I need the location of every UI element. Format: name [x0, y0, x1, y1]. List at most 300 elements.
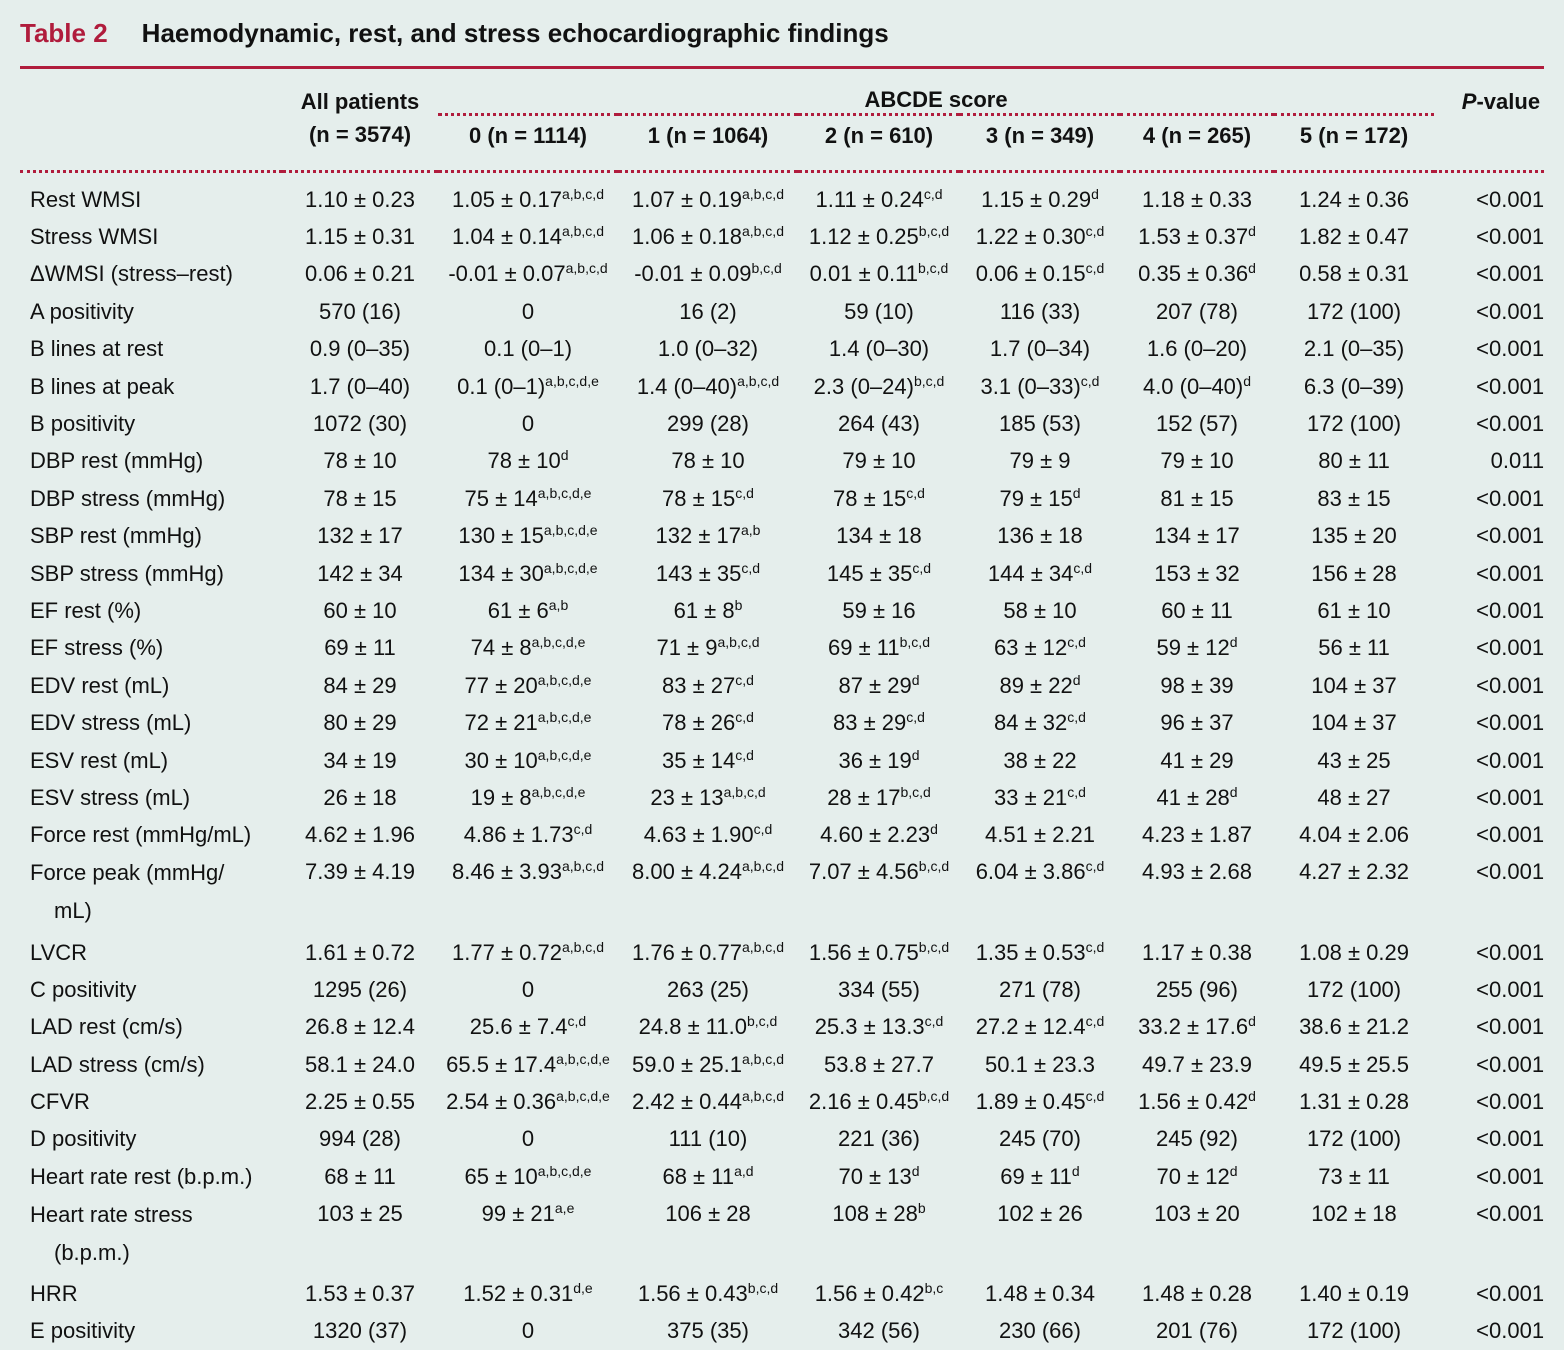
- table-row: [20, 742, 1544, 779]
- cell-pvalue: <0.001: [1476, 672, 1545, 698]
- row-label: Force peak (mmHg/ mL): [30, 860, 225, 924]
- row-label: B lines at rest: [30, 336, 164, 362]
- cell-group-2: 79 ± 10: [842, 448, 916, 474]
- significance-superscript: a,b,c,d,e: [543, 522, 598, 539]
- cell-group-4: 81 ± 15: [1160, 485, 1234, 511]
- cell-group-2: $2.16 \pm 0.45^{b,c,d}$: [808, 1088, 950, 1115]
- significance-superscript: d: [911, 1162, 920, 1179]
- cell-group-4: 98 ± 39: [1160, 672, 1234, 698]
- cell-pvalue: <0.001: [1476, 784, 1545, 810]
- cell-all-patients: 2.25 ± 0.55: [305, 1089, 415, 1115]
- significance-superscript: c,d: [1085, 223, 1105, 240]
- cell-group-5: 4.27 ± 2.32: [1299, 859, 1409, 885]
- cell-group-4: 207 (78): [1156, 298, 1238, 324]
- cell-all-patients: 103 ± 25: [317, 1200, 403, 1226]
- cell-group-2: $69 \pm 11^{b,c,d}$: [828, 634, 930, 661]
- cell-all-patients: 0.9 (0–35): [309, 336, 411, 362]
- cell-group-2: 1.4 (0–30): [828, 336, 930, 362]
- significance-superscript: a,b,c,d: [723, 783, 766, 800]
- row-label: EDV rest (mL): [30, 672, 170, 698]
- cell-group-3: 38 ± 22: [1003, 747, 1077, 773]
- row-label: LAD stress (cm/s): [30, 1051, 205, 1077]
- cell-all-patients: 0.06 ± 0.21: [305, 261, 415, 287]
- cell-group-3: $33 \pm 21^{c,d}$: [994, 783, 1086, 810]
- cell-group-3: 1.7 (0–34): [989, 336, 1091, 362]
- significance-superscript: d: [1071, 1162, 1080, 1179]
- cell-group-0: 0.1 (0–1): [483, 336, 573, 362]
- cell-group-3: 245 (70): [999, 1126, 1081, 1152]
- cell-group-0: $65 \pm 10^{a,b,c,d,e}$: [464, 1162, 592, 1189]
- row-label: Stress WMSI: [30, 224, 159, 250]
- significance-superscript: c,d: [923, 185, 943, 202]
- cell-group-3: $27.2 \pm 12.4^{c,d}$: [975, 1013, 1105, 1040]
- significance-superscript: a,b,c,d,e: [537, 484, 592, 501]
- cell-pvalue: <0.001: [1476, 523, 1545, 549]
- table-row: [20, 293, 1544, 330]
- cell-group-0: $19 \pm 8^{a,b,c,d,e}$: [470, 783, 586, 810]
- cell-group-4: 4.0 $(0-40)^d$: [1142, 372, 1252, 399]
- cell-all-patients: 69 ± 11: [324, 635, 396, 661]
- significance-superscript: d: [1229, 1162, 1238, 1179]
- cell-group-1: $-0.01 \pm 0.09^{b,c,d}$: [634, 260, 782, 287]
- significance-superscript: d: [1248, 1088, 1256, 1105]
- significance-superscript: a,b,c,d: [561, 858, 604, 875]
- significance-superscript: b,c,d: [751, 260, 782, 277]
- cell-group-5: 1.40 ± 0.19: [1299, 1281, 1409, 1307]
- cell-group-3: $0.06 \pm 0.15^{c,d}$: [975, 260, 1105, 287]
- cell-pvalue: <0.001: [1476, 224, 1545, 250]
- cell-group-4: 255 (96): [1156, 976, 1238, 1002]
- cell-pvalue: <0.001: [1476, 1281, 1545, 1307]
- cell-pvalue: <0.001: [1476, 822, 1545, 848]
- cell-group-0: $130 \pm 15^{a,b,c,d,e}$: [458, 522, 598, 549]
- cell-all-patients: 4.62 ± 1.96: [305, 822, 415, 848]
- significance-superscript: a,b,c,d,e: [531, 783, 586, 800]
- cell-group-4: 153 ± 32: [1154, 560, 1240, 586]
- cell-group-0: $30 \pm 10^{a,b,c,d,e}$: [464, 746, 592, 773]
- cell-group-1: $132 \pm 17^{a,b}$: [655, 522, 761, 549]
- cell-pvalue: 0.011: [1490, 448, 1545, 474]
- cell-group-0: 0: [521, 1126, 535, 1152]
- cell-group-1: 263 (25): [667, 976, 749, 1002]
- significance-superscript: b,c,d: [917, 260, 949, 277]
- cell-group-5: 1.08 ± 0.29: [1299, 939, 1409, 965]
- cell-group-4: 152 (57): [1156, 411, 1238, 437]
- cell-all-patients: 994 (28): [319, 1126, 401, 1152]
- significance-superscript: c,d: [924, 1013, 944, 1030]
- cell-group-4: 245 (92): [1156, 1126, 1238, 1152]
- cell-pvalue: <0.001: [1476, 1089, 1545, 1115]
- cell-group-4: 1.18 ± 0.33: [1142, 186, 1252, 212]
- table-title: Haemodynamic, rest, and stress echocardiographic findings: [141, 17, 889, 48]
- cell-group-3: $1.89 \pm 0.45^{c,d}$: [975, 1088, 1105, 1115]
- row-label: CFVR: [30, 1089, 90, 1115]
- row-label: LVCR: [30, 939, 88, 965]
- row-label: B lines at peak: [30, 373, 175, 399]
- table-row: [20, 1313, 1544, 1350]
- significance-superscript: b,c,d: [900, 783, 931, 800]
- cell-group-2: $108 \pm 28^b$: [832, 1199, 926, 1226]
- cell-all-patients: 132 ± 17: [317, 523, 403, 549]
- header-group-3: 3 (n = 349): [985, 123, 1095, 148]
- table-row: [20, 1046, 1544, 1083]
- significance-superscript: a,b,c,d: [741, 223, 784, 240]
- cell-group-4: 103 ± 20: [1154, 1200, 1240, 1226]
- table-row: [20, 368, 1544, 405]
- cell-group-0: $134 \pm 30^{a,b,c,d,e}$: [458, 559, 598, 586]
- cell-all-patients: 26.8 ± 12.4: [305, 1014, 415, 1040]
- cell-group-2: $28 \pm 17^{b,c,d}$: [827, 783, 931, 810]
- table-row: [20, 1196, 1544, 1276]
- significance-superscript: a,b,c,d,e: [545, 372, 599, 389]
- significance-superscript: c,d: [1085, 260, 1105, 277]
- row-label: ESV rest (mL): [30, 747, 169, 773]
- cell-group-3: 3.1 $(0-33)^{c,d}$: [980, 372, 1100, 399]
- cell-pvalue: <0.001: [1476, 186, 1545, 212]
- significance-superscript: c,d: [1085, 1013, 1105, 1030]
- table-row: [20, 779, 1544, 816]
- cell-group-5: 43 ± 25: [1317, 747, 1391, 773]
- cell-group-0: 0.1 $(0-1)^{a,b,c,d,e}$: [457, 372, 599, 399]
- cell-all-patients: 1.53 ± 0.37: [305, 1281, 415, 1307]
- cell-group-5: 172 (100): [1306, 298, 1402, 324]
- cell-pvalue: <0.001: [1476, 1163, 1545, 1189]
- significance-superscript: a,b,c,d,e: [531, 634, 586, 651]
- cell-all-patients: 570 (16): [319, 298, 401, 324]
- cell-group-2: $87 \pm 29^d$: [838, 671, 920, 698]
- cell-group-3: 271 (78): [999, 976, 1081, 1002]
- cell-group-1: $78 \pm 15^{c,d}$: [662, 484, 754, 511]
- significance-superscript: c,d: [1067, 634, 1086, 651]
- cell-group-2: $1.11 \pm 0.24^{c,d}$: [815, 185, 943, 212]
- table-row: [20, 1158, 1544, 1195]
- significance-superscript: c,d: [1067, 783, 1086, 800]
- cell-group-0: $1.04 \pm 0.14^{a,b,c,d}$: [452, 223, 604, 250]
- cell-all-patients: 78 ± 15: [323, 485, 397, 511]
- cell-group-0: $99 \pm 21^{a,e}$: [481, 1199, 575, 1226]
- cell-group-3: 102 ± 26: [997, 1200, 1083, 1226]
- cell-pvalue: <0.001: [1476, 635, 1545, 661]
- significance-superscript: d: [1248, 260, 1256, 277]
- row-label: DBP rest (mmHg): [30, 448, 204, 474]
- significance-superscript: b,c,d: [899, 634, 930, 651]
- cell-group-0: $78 \pm 10^d$: [487, 447, 569, 474]
- significance-superscript: b,c,d: [918, 1088, 950, 1105]
- cell-group-5: 73 ± 11: [1318, 1163, 1390, 1189]
- cell-group-3: 4.51 ± 2.21: [985, 822, 1095, 848]
- table-row: [20, 630, 1544, 667]
- cell-pvalue: <0.001: [1476, 939, 1545, 965]
- row-label: Rest WMSI: [30, 186, 142, 212]
- table-row: [20, 518, 1544, 555]
- significance-superscript: c,d: [1080, 372, 1100, 389]
- cell-group-0: $77 \pm 20^{a,b,c,d,e}$: [464, 671, 592, 698]
- cell-group-2: 221 (36): [838, 1126, 920, 1152]
- cell-group-1: 1.0 (0–32): [657, 336, 759, 362]
- cell-group-5: 172 (100): [1306, 411, 1402, 437]
- cell-group-5: 38.6 ± 21.2: [1299, 1014, 1409, 1040]
- cell-group-0: $74 \pm 8^{a,b,c,d,e}$: [470, 634, 586, 661]
- significance-superscript: c,d: [1073, 559, 1093, 576]
- row-label: SBP stress (mmHg): [30, 560, 224, 586]
- cell-group-0: $-0.01 \pm 0.07^{a,b,c,d}$: [448, 260, 608, 287]
- cell-group-0: $25.6 \pm 7.4^{c,d}$: [469, 1013, 587, 1040]
- cell-group-4: 96 ± 37: [1160, 710, 1234, 736]
- cell-group-2: $0.01 \pm 0.11^{b,c,d}$: [809, 260, 949, 287]
- cell-group-2: 334 (55): [838, 976, 920, 1002]
- table-caption: [0, 0, 1564, 66]
- cell-group-3: $63 \pm 12^{c,d}$: [994, 634, 1086, 661]
- significance-superscript: d: [1229, 634, 1238, 651]
- significance-superscript: c,d: [735, 671, 754, 688]
- header-group-0: 0 (n = 1114): [468, 123, 588, 148]
- cell-group-1: 106 ± 28: [665, 1200, 751, 1226]
- table-row: [20, 817, 1544, 854]
- cell-group-2: $78 \pm 15^{c,d}$: [833, 484, 925, 511]
- significance-superscript: a,b,c,d: [741, 938, 784, 955]
- row-label: LAD rest (cm/s): [30, 1014, 183, 1040]
- significance-superscript: d: [560, 447, 569, 464]
- significance-superscript: c,d: [735, 484, 754, 501]
- cell-all-patients: 80 ± 29: [323, 710, 397, 736]
- significance-superscript: d: [1248, 1013, 1256, 1030]
- significance-superscript: a,b,c,d,e: [556, 1088, 610, 1105]
- significance-superscript: a,b,c,d: [561, 223, 604, 240]
- findings-table: [20, 69, 1544, 1350]
- significance-superscript: c,d: [906, 709, 925, 726]
- cell-group-2: 134 ± 18: [836, 523, 922, 549]
- cell-pvalue: <0.001: [1476, 976, 1545, 1002]
- significance-superscript: b,c,d: [918, 223, 950, 240]
- significance-superscript: a,d: [734, 1162, 754, 1179]
- cell-group-2: $83 \pm 29^{c,d}$: [833, 709, 925, 736]
- cell-group-2: $1.12 \pm 0.25^{b,c,d}$: [808, 223, 950, 250]
- significance-superscript: d: [1072, 671, 1081, 688]
- significance-superscript: a,b,c,d,e: [543, 559, 598, 576]
- cell-group-3: $79 \pm 15^d$: [999, 484, 1081, 511]
- cell-group-5: 172 (100): [1306, 976, 1402, 1002]
- cell-group-1: 78 ± 10: [671, 448, 745, 474]
- significance-superscript: b,c: [924, 1280, 944, 1297]
- cell-group-5: 1.24 ± 0.36: [1299, 186, 1409, 212]
- cell-group-2: 59 ± 16: [842, 597, 916, 623]
- table-row: [20, 181, 1544, 218]
- cell-all-patients: 7.39 ± 4.19: [305, 859, 415, 885]
- cell-group-5: 4.04 ± 2.06: [1299, 822, 1409, 848]
- cell-group-5: 49.5 ± 25.5: [1299, 1051, 1409, 1077]
- cell-group-5: 6.3 (0–39): [1303, 373, 1405, 399]
- significance-superscript: c,d: [567, 1013, 587, 1030]
- row-label: EDV stress (mL): [30, 710, 192, 736]
- cell-pvalue: <0.001: [1476, 560, 1545, 586]
- significance-superscript: b,c,d: [747, 1280, 779, 1297]
- cell-group-5: 104 ± 37: [1311, 710, 1397, 736]
- header-group-4: 4 (n = 265): [1142, 123, 1252, 148]
- cell-group-1: 375 (35): [667, 1318, 749, 1344]
- significance-superscript: a,b,c,d,e: [556, 1050, 610, 1067]
- cell-group-1: 1.4 $(0-40)^{a,b,c,d}$: [636, 372, 780, 399]
- cell-all-patients: 26 ± 18: [323, 784, 397, 810]
- cell-group-2: $145 \pm 35^{c,d}$: [826, 559, 932, 586]
- cell-group-5: 1.82 ± 0.47: [1299, 224, 1409, 250]
- significance-superscript: a,b: [548, 596, 569, 613]
- cell-group-3: $89 \pm 22^d$: [999, 671, 1081, 698]
- cell-all-patients: 68 ± 11: [324, 1163, 396, 1189]
- table-row: [20, 592, 1544, 629]
- table-row: [20, 1275, 1544, 1312]
- cell-pvalue: <0.001: [1476, 1126, 1545, 1152]
- row-label: Heart rate rest (b.p.m.): [30, 1163, 253, 1189]
- cell-group-0: $4.86 \pm 1.73^{c,d}$: [463, 821, 593, 848]
- significance-superscript: c,d: [735, 746, 754, 763]
- significance-superscript: c,d: [1067, 709, 1086, 726]
- cell-group-1: $1.56 \pm 0.43^{b,c,d}$: [637, 1280, 779, 1307]
- cell-group-4: 1.17 ± 0.38: [1142, 939, 1252, 965]
- significance-superscript: b: [734, 596, 743, 613]
- cell-group-2: 59 (10): [844, 298, 914, 324]
- table-row: [20, 1121, 1544, 1158]
- cell-pvalue: <0.001: [1476, 1200, 1545, 1226]
- cell-group-1: $8.00 \pm 4.24^{a,b,c,d}$: [632, 858, 784, 885]
- cell-pvalue: <0.001: [1476, 261, 1545, 287]
- header-pvalue: P-value: [1461, 88, 1541, 114]
- cell-group-4: 4.93 ± 2.68: [1142, 859, 1252, 885]
- row-label: Force rest (mmHg/mL): [30, 822, 252, 848]
- significance-superscript: a,b,c,d,e: [537, 1162, 592, 1179]
- cell-pvalue: <0.001: [1476, 373, 1545, 399]
- cell-group-1: $35 \pm 14^{c,d}$: [662, 746, 754, 773]
- significance-superscript: d: [1072, 484, 1081, 501]
- row-label: D positivity: [30, 1126, 137, 1152]
- cell-group-1: $1.76 \pm 0.77^{a,b,c,d}$: [632, 938, 784, 965]
- cell-group-2: 342 (56): [838, 1318, 920, 1344]
- cell-group-4: 4.23 ± 1.87: [1142, 822, 1252, 848]
- cell-group-0: 0: [521, 411, 535, 437]
- row-label: SBP rest (mmHg): [30, 523, 202, 549]
- cell-group-4: 0.35 ± 0.36$^d$: [1138, 260, 1256, 287]
- table-row: [20, 1009, 1544, 1046]
- table-row: [20, 256, 1544, 293]
- cell-group-5: 172 (100): [1306, 1318, 1402, 1344]
- significance-superscript: c,d: [1085, 1088, 1105, 1105]
- cell-group-2: $25.3 \pm 13.3^{c,d}$: [814, 1013, 944, 1040]
- cell-group-5: 2.1 (0–35): [1303, 336, 1405, 362]
- cell-group-1: $59.0 \pm 25.1^{a,b,c,d}$: [632, 1050, 784, 1077]
- cell-group-5: 104 ± 37: [1311, 672, 1397, 698]
- cell-group-1: $61 \pm 8^b$: [673, 596, 743, 623]
- cell-pvalue: <0.001: [1476, 411, 1545, 437]
- cell-group-4: 134 ± 17: [1154, 523, 1240, 549]
- header-group-1: 1 (n = 1064): [647, 123, 769, 148]
- cell-group-5: 1.31 ± 0.28: [1299, 1089, 1409, 1115]
- cell-group-0: $1.05 \pm 0.17^{a,b,c,d}$: [452, 185, 604, 212]
- cell-group-0: 0: [521, 976, 535, 1002]
- cell-group-0: $1.77 \pm 0.72^{a,b,c,d}$: [452, 938, 604, 965]
- row-label: ΔWMSI (stress–rest): [30, 261, 233, 287]
- table-row: [20, 405, 1544, 442]
- row-label: EF rest (%): [30, 597, 142, 623]
- significance-superscript: c,d: [1085, 938, 1105, 955]
- cell-group-2: $36 \pm 19^d$: [838, 746, 920, 773]
- significance-superscript: c,d: [741, 559, 761, 576]
- cell-group-5: 80 ± 11: [1318, 448, 1390, 474]
- cell-group-5: 0.58 ± 0.31: [1299, 261, 1409, 287]
- cell-group-2: $7.07 \pm 4.56^{b,c,d}$: [808, 858, 950, 885]
- table-row: [20, 934, 1544, 971]
- cell-group-2: 264 (43): [838, 411, 920, 437]
- cell-group-1: $83 \pm 27^{c,d}$: [662, 671, 754, 698]
- cell-group-5: 83 ± 15: [1317, 485, 1391, 511]
- significance-superscript: c,d: [1085, 858, 1105, 875]
- table-label: Table 2: [20, 17, 108, 48]
- cell-all-patients: 142 ± 34: [317, 560, 403, 586]
- cell-group-3: 1.48 ± 0.34: [985, 1281, 1095, 1307]
- cell-group-4: 1.56 ± 0.42$^d$: [1138, 1088, 1256, 1115]
- cell-group-1: $78 \pm 26^{c,d}$: [662, 709, 754, 736]
- header-all-patients: All patients: [300, 88, 420, 114]
- cell-group-1: 299 (28): [667, 411, 749, 437]
- table-row: [20, 443, 1544, 480]
- cell-group-4: $59 \pm 12^d$: [1156, 634, 1238, 661]
- cell-group-4: 60 ± 11: [1161, 597, 1233, 623]
- cell-pvalue: <0.001: [1476, 1014, 1545, 1040]
- cell-pvalue: <0.001: [1476, 859, 1545, 885]
- table-row: [20, 480, 1544, 517]
- cell-all-patients: 1.10 ± 0.23: [305, 186, 415, 212]
- cell-pvalue: <0.001: [1476, 1051, 1545, 1077]
- cell-group-0: $61 \pm 6^{a,b}$: [487, 596, 569, 623]
- cell-group-5: 156 ± 28: [1311, 560, 1397, 586]
- row-label: Heart rate stress (b.p.m.): [30, 1201, 193, 1265]
- header-group-5: 5 (n = 172): [1299, 123, 1409, 148]
- cell-group-4: 33.2 ± 17.6$^d$: [1138, 1013, 1256, 1040]
- cell-group-0: $65.5 \pm 17.4^{a,b,c,d,e}$: [446, 1050, 610, 1077]
- cell-group-2: $1.56 \pm 0.75^{b,c,d}$: [808, 938, 950, 965]
- significance-superscript: a,b,c,d: [741, 1050, 784, 1067]
- cell-group-1: 16 (2): [679, 298, 737, 324]
- significance-superscript: b: [917, 1199, 926, 1216]
- table-row: [20, 1083, 1544, 1120]
- row-label: B positivity: [30, 411, 136, 437]
- significance-superscript: d: [1091, 185, 1099, 202]
- cell-group-5: 172 (100): [1306, 1126, 1402, 1152]
- significance-superscript: a,b,c,d: [741, 858, 784, 875]
- cell-group-4: 79 ± 10: [1160, 448, 1234, 474]
- significance-superscript: b,c,d: [913, 372, 945, 389]
- cell-group-5: 102 ± 18: [1311, 1200, 1397, 1226]
- significance-superscript: d,e: [573, 1280, 593, 1297]
- cell-pvalue: <0.001: [1476, 597, 1545, 623]
- cell-group-1: $4.63 \pm 1.90^{c,d}$: [643, 821, 773, 848]
- significance-superscript: c,d: [573, 821, 593, 838]
- cell-group-5: 48 ± 27: [1317, 784, 1391, 810]
- cell-group-1: $1.07 \pm 0.19^{a,b,c,d}$: [632, 185, 784, 212]
- cell-all-patients: 1.15 ± 0.31: [305, 224, 415, 250]
- cell-all-patients: 1320 (37): [312, 1318, 408, 1344]
- cell-pvalue: <0.001: [1476, 710, 1545, 736]
- significance-superscript: c,d: [906, 484, 925, 501]
- table-body: [20, 181, 1544, 1350]
- cell-group-5: 56 ± 11: [1318, 635, 1390, 661]
- cell-group-1: $1.06 \pm 0.18^{a,b,c,d}$: [632, 223, 784, 250]
- cell-group-1: $143 \pm 35^{c,d}$: [655, 559, 761, 586]
- significance-superscript: d: [1248, 223, 1256, 240]
- cell-group-3: $84 \pm 32^{c,d}$: [994, 709, 1086, 736]
- cell-group-0: $75 \pm 14^{a,b,c,d,e}$: [464, 484, 592, 511]
- significance-superscript: b,c,d: [918, 858, 950, 875]
- row-label: ESV stress (mL): [30, 784, 191, 810]
- cell-group-3: 58 ± 10: [1003, 597, 1077, 623]
